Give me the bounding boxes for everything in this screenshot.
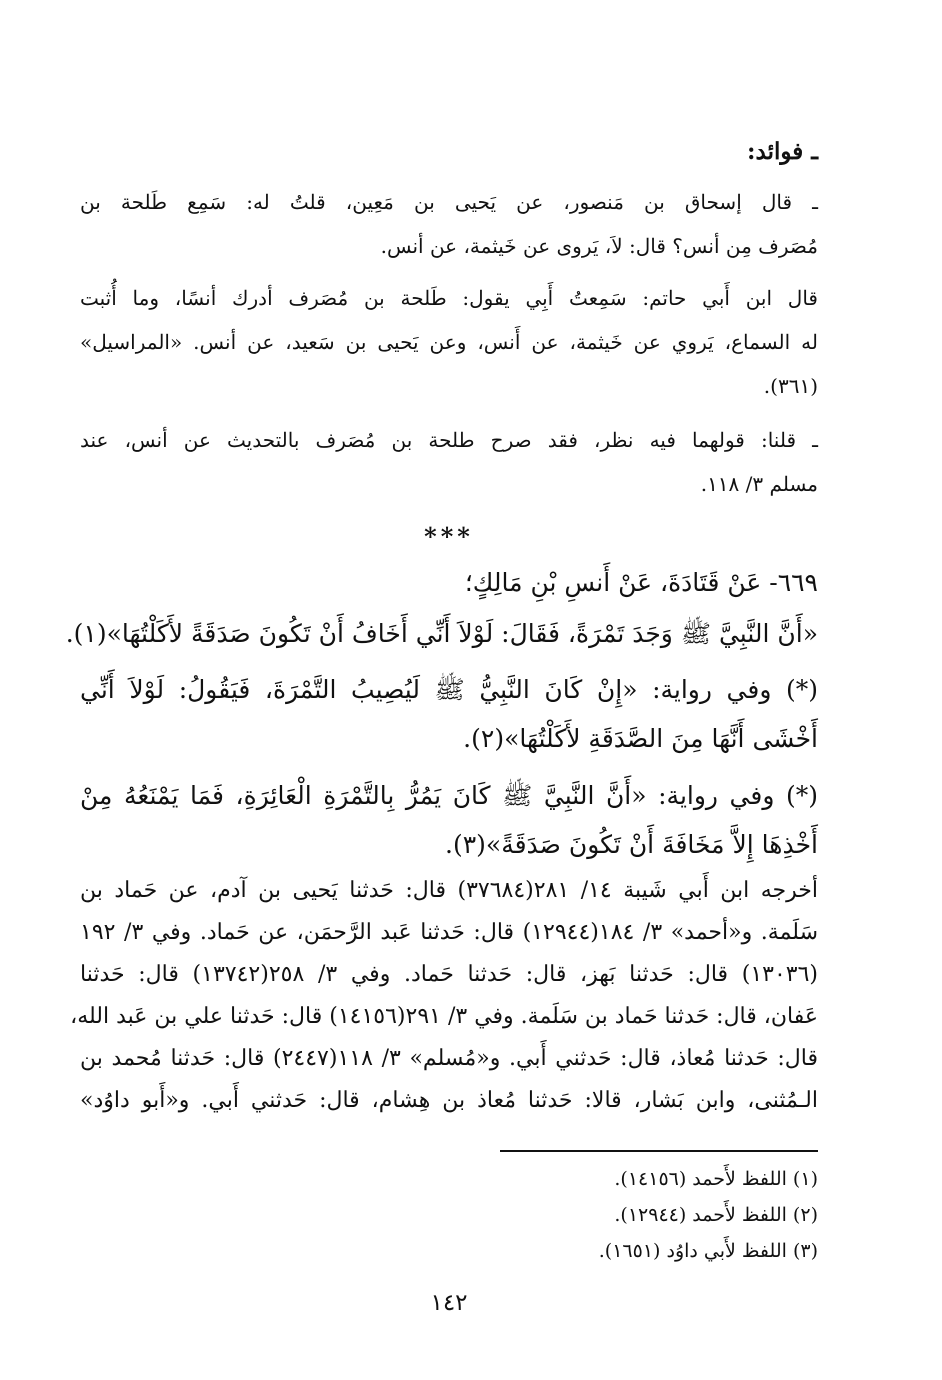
takhrij-line-5: قال: حَدثنا مُعاذ، قال: حَدثني أَبي. و«مُسلم» ٣/ ١١٨(٢٤٤٧) قال: حَدثنا مُحمد بن: [80, 1046, 818, 1071]
page-number: ١٤٢: [430, 1290, 468, 1316]
hadith-text: «أَنَّ النَّبِيَّ ﷺ وَجَدَ تَمْرَةً، فَقَالَ: لَوْلاَ أَنِّي أَخَافُ أَنْ تَكُونَ صَدَقَةً لأَكَلْتُهَا»(١).: [65, 619, 818, 648]
takhrij-line-6: الـمُثنى، وابن بَشار، قالا: حَدثنا مُعاذ بن هِشام، قال: حَدثني أَبي. و«أَبو داوُد»: [80, 1088, 818, 1113]
riwaya-1-line-1: (*) وفي رواية: «إِنْ كَانَ النَّبِيُّ ﷺ لَيُصِيبُ التَّمْرَةَ، فَيَقُولُ: لَوْلاَ أَنِّي: [80, 675, 818, 704]
riwaya-2-line-2: أَخْذِهَا إِلاَّ مَخَافَةَ أَنْ تَكُونَ صَدَقَةً»(٣).: [445, 830, 818, 859]
fawaid-paragraph-1-line-1: ـ قال إسحاق بن مَنصور، عن يَحيى بن مَعِين، قلتُ له: سَمِع طَلحة بن: [80, 190, 818, 214]
footnote-divider: [500, 1150, 818, 1152]
takhrij-line-4: عَفان، قال: حَدثنا حَماد بن سَلَمة. وفي ٣/ ٢٩١(١٤١٥٦) قال: حَدثنا علي بن عَبد الله،: [70, 1004, 818, 1029]
fawaid-paragraph-3-line-2: مسلم ٣/ ١١٨.: [700, 472, 818, 496]
footnote-1: (١) اللفظ لأَحمد (١٤١٥٦).: [614, 1168, 818, 1190]
section-separator: ***: [424, 522, 474, 551]
fawaid-paragraph-3-line-1: ـ قلنا: قولهما فيه نظر، فقد صرح طلحة بن مُصَرف بالتحديث عن أنس، عند: [80, 428, 818, 452]
fawaid-paragraph-2-line-1: قال ابن أَبي حاتم: سَمِعتُ أَبِي يقول: طَلحة بن مُصَرف أدرك أنسًا، وما أُثبت: [80, 286, 818, 310]
document-page: [65, 128, 819, 1328]
fawaid-paragraph-2-line-2: له السماع، يَروي عن خَيثمة، عن أَنس، وعن يَحيى بن سَعيد، عن أنس. «المراسيل»: [80, 330, 818, 354]
fawaid-heading: ـ فوائد:: [747, 138, 818, 165]
riwaya-1-line-2: أَخْشَى أَنَّهَا مِنَ الصَّدَقَةِ لأَكَلْتُهَا»(٢).: [463, 724, 818, 753]
takhrij-line-2: سَلَمة. و«أحمد» ٣/ ١٨٤(١٢٩٤٤) قال: حَدثنا عَبد الرَّحمَن، عن حَماد. وفي ٣/ ١٩٢: [80, 920, 819, 945]
takhrij-line-1: أخرجه ابن أَبي شَيبة ١٤/ ٢٨١(٣٧٦٨٤) قال: حَدثنا يَحيى بن آدم، عن حَماد بن: [80, 878, 818, 903]
riwaya-2-line-1: (*) وفي رواية: «أَنَّ النَّبِيَّ ﷺ كَانَ يَمُرُّ بِالتَّمْرَةِ الْعَائِرَةِ، فَمَا يَمْنَعُهُ مِنْ: [80, 781, 818, 810]
fawaid-paragraph-2-line-3: (٣٦١).: [763, 374, 818, 398]
footnote-2: (٢) اللفظ لأَحمد (١٢٩٤٤).: [614, 1204, 818, 1226]
fawaid-paragraph-1-line-2: مُصَرف مِن أنس؟ قال: لاَ، يَروى عن خَيثمة، عن أنس.: [380, 234, 818, 258]
hadith-chain: ٦٦٩- عَنْ قَتَادَةَ، عَنْ أَنسِ بْنِ مَالِكٍ؛: [464, 568, 818, 597]
takhrij-line-3: (١٣٠٣٦) قال: حَدثنا بَهز، قال: حَدثنا حَماد. وفي ٣/ ٢٥٨(١٣٧٤٢) قال: حَدثنا: [80, 962, 818, 987]
footnote-3: (٣) اللفظ لأَبي داوُد (١٦٥١).: [598, 1240, 818, 1262]
